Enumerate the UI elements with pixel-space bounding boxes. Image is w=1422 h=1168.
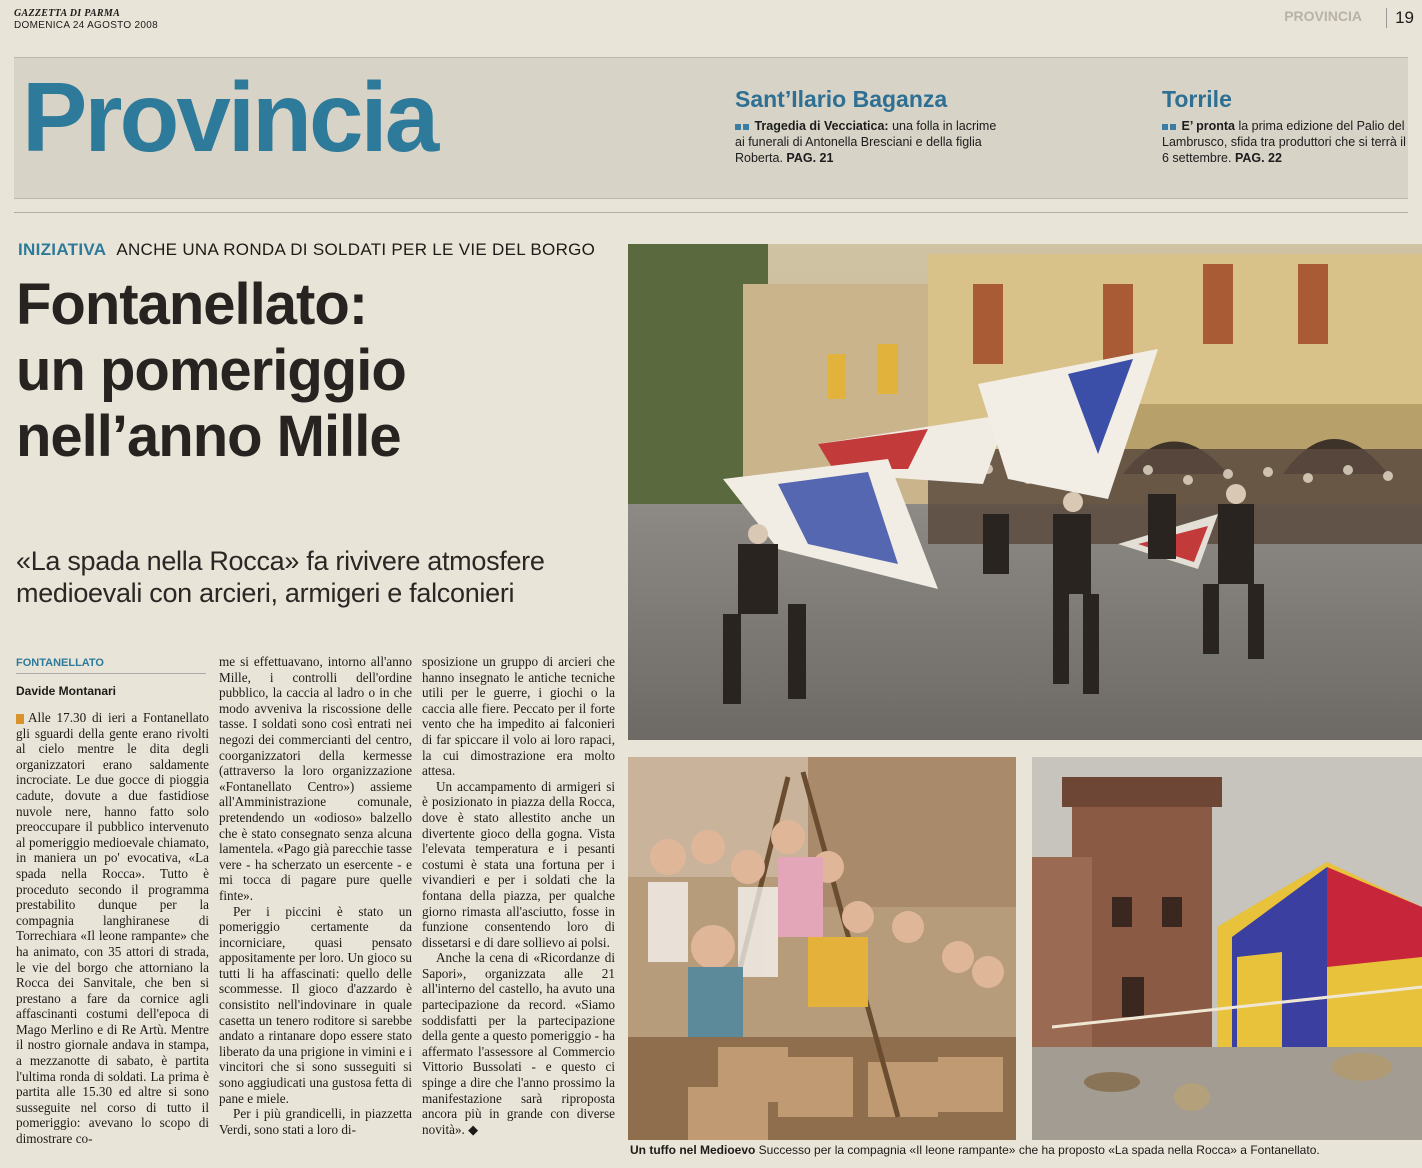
teaser-place: Sant’Ilario Baganza bbox=[735, 86, 948, 112]
castle-photo bbox=[1032, 757, 1422, 1140]
issue-date: DOMENICA 24 AGOSTO 2008 bbox=[14, 20, 158, 31]
photo-caption bbox=[630, 1143, 1410, 1157]
kicker-text: ANCHE UNA RONDA DI SOLDATI PER LE VIE DEL BORGO bbox=[116, 240, 596, 259]
subheadline: «La spada nella Rocca» fa rivivere atmosfere medioevali con arcieri, armigeri e falconieri bbox=[16, 546, 545, 608]
end-mark-icon: ◆ bbox=[468, 1121, 479, 1137]
teaser-body: la prima edizione del Palio del Lambrusco, sfida tra produttori che si terrà il 6 settembre. bbox=[1162, 119, 1406, 165]
masthead bbox=[14, 8, 158, 32]
bullet-square-icon bbox=[743, 124, 749, 130]
page-number: 19 bbox=[1386, 8, 1414, 28]
body-column-2 bbox=[219, 654, 412, 1159]
body-column-3 bbox=[422, 654, 615, 1159]
body-paragraph: Anche la cena di «Ricordanze di Sapori», organizzata alle 21 all'interno del castello, ha avuto una partecipazione da record. «Siamo soddisfatti per la partecipazione della gente a questo pomeriggio - ha affermato l'assessore al Commercio Vittorio Bussolati - e questo ci spinge a dire che l'anno prossimo la manifestazione sarà riproposta ancora più in grande con diverse novità». bbox=[422, 950, 615, 1137]
children-game-photo bbox=[628, 757, 1016, 1140]
body-paragraph: Un accampamento di armigeri si è posizionato in piazza della Rocca, dove è stato allestito anche un divertente gioco della gogna. Vista l'elevata temperatura e i pesanti costumi è stata una fortuna per i vivandieri e per i soldati che la fontana della piazza, per qualche giorno rimasta all'asciutto, fosse in funzione consentendo loro di dissetarsi e di dare sollievo ai polsi. bbox=[422, 778, 615, 950]
teaser-text bbox=[735, 118, 1005, 166]
byline: Davide Montanari bbox=[16, 684, 117, 698]
children-photo bbox=[628, 757, 1016, 1140]
headline-line: un pomeriggio bbox=[16, 338, 406, 403]
dateline-location: FONTANELLATO bbox=[16, 657, 206, 674]
teaser-text bbox=[1162, 118, 1408, 166]
teaser-lead: Tragedia di Vecciatica: bbox=[754, 119, 889, 133]
paper-name: GAZZETTA DI PARMA bbox=[14, 8, 121, 19]
teaser-place: Torrile bbox=[1162, 86, 1232, 112]
paragraph-mark-icon bbox=[16, 714, 24, 724]
castle-tent-photo bbox=[1032, 757, 1422, 1140]
section-ghost-label: PROVINCIA bbox=[1284, 8, 1362, 24]
body-paragraph: Alle 17.30 di ieri a Fontanellato gli sguardi della gente erano rivolti al cielo mentre le dita degli organizzatori erano saldamente incrociate. Le due gocce di pioggia cadute, dovute a due fastidiose nuvole nere, hanno fatto solo preoccupare il pubblico intervenuto al pomeriggio medioevale chiamato, in maniera un po' evocativa, «La spada nella Rocca». Tutto è proceduto secondo il programma prestabilito dunque per la compagnia langhiranese di Torrechiara «Il leone rampante» che ha animato, con 35 attori di strada, le vie del borgo che attorniano la Rocca dei Sanvitale, che ben si prestano a fare da cornice agli affascinanti costumi dell'epoca di Mago Merlino e di Re Artù. Mentre il nostro giornale andava in stampa, a mezzanotte di sabato, è partita l'ultima ronda di soldati. La prima è partita alle 15.30 ed altre si sono susseguite nel corso di tutto il pomeriggio: avevano lo scopo di dimostrare co- bbox=[16, 710, 209, 1147]
body-paragraph: Per i più grandicelli, in piazzetta Verdi, sono stati a loro di- bbox=[219, 1106, 412, 1137]
teaser-lead: E’ pronta bbox=[1181, 119, 1235, 133]
teaser-santilario[interactable] bbox=[735, 86, 1005, 166]
body-paragraph: sposizione un gruppo di arcieri che hanno insegnato le antiche tecniche utili per le guerre, i giochi o la caccia alle fiere. Peccato per il forte vento che ha impedito ai falconieri di far spiccare il volo ai loro rapaci, la cui dimostrazione era molto attesa. bbox=[422, 654, 615, 779]
body-column-1 bbox=[16, 710, 209, 1160]
caption-text: Successo per la compagnia «Il leone rampante» che ha proposto «La spada nella Rocca» a Fontanellato. bbox=[755, 1143, 1320, 1157]
bullet-square-icon bbox=[1170, 124, 1176, 130]
flag-wavers-photo bbox=[628, 244, 1422, 740]
section-title: Provincia bbox=[22, 62, 437, 172]
divider bbox=[14, 212, 1408, 213]
headline-line: nell’anno Mille bbox=[16, 404, 401, 469]
headline-line: Fontanellato: bbox=[16, 272, 368, 337]
teaser-page-ref: PAG. 22 bbox=[1234, 151, 1282, 165]
kicker-tag: INIZIATIVA bbox=[18, 240, 107, 259]
teaser-torrile[interactable] bbox=[1162, 86, 1408, 166]
teaser-body: una folla in lacrime ai funerali di Antonella Bresciani e della figlia Roberta. bbox=[735, 119, 997, 165]
main-photo bbox=[628, 244, 1422, 740]
kicker bbox=[18, 240, 595, 260]
caption-lead: Un tuffo nel Medioevo bbox=[630, 1143, 756, 1157]
bullet-square-icon bbox=[1162, 124, 1168, 130]
headline bbox=[16, 272, 616, 470]
bullet-square-icon bbox=[735, 124, 741, 130]
body-paragraph: Per i piccini è stato un pomeriggio certamente da incorniciare, quasi pensato appositamente per loro. Un gioco su tutti li ha affascinati: quello delle scommesse. Il gioco d'azzardo è consistito nell'indovinare in quale casetta un tenero roditore si sarebbe andato a rintanare dopo essere stato liberato da una prigione in vimini e i vincitori che si sono susseguiti si sono aggiudicati una gustosa fetta di pane e miele. bbox=[219, 903, 413, 1106]
body-paragraph: me si effettuavano, intorno all'anno Mille, i controlli dell'ordine pubblico, la caccia al ladro o in che modo avveniva la riscossione delle tasse. I soldati sono così entrati nei negozi dei commercianti del centro, coorganizzatori della kermesse (attraverso la loro organizzazione «Fontanellato Centro») assieme all'Amministrazione comunale, pretendendo un «odioso» balzello che è stato consegnato senza alcuna lamentela. «Pago già parecchie tasse vere - ha scherzato un esercente - e mi tocca di pagare pure quelle finte». bbox=[219, 654, 412, 903]
teaser-page-ref: PAG. 21 bbox=[786, 151, 834, 165]
